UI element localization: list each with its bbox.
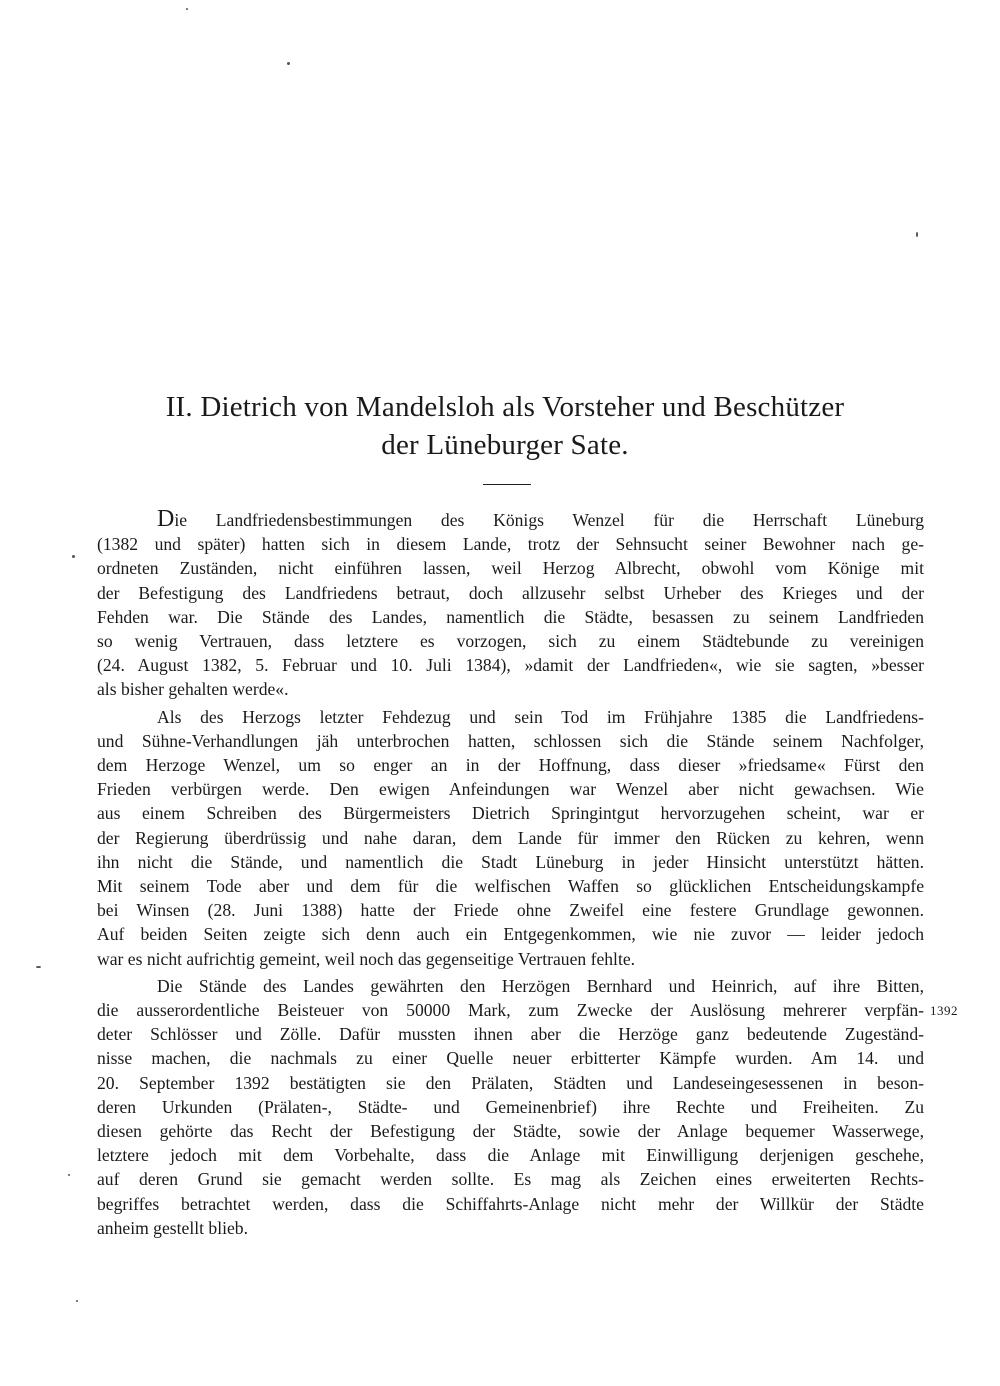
- paragraph-line: der Regierung überdrüssig und nahe daran, dem Lande für immer den Rücken zu kehren, wenn: [97, 827, 924, 848]
- chapter-heading-line2: der Lüneburger Sate.: [381, 429, 629, 461]
- paragraph-line: als bisher gehalten werde«.: [97, 679, 289, 700]
- paragraph-line: dem Herzoge Wenzel, um so enger an in der Hoffnung, dass dieser »friedsame« Fürst den: [97, 755, 924, 776]
- scan-speck: [68, 1174, 70, 1176]
- margin-year-note: 1392: [930, 1003, 958, 1018]
- paragraph-line: (24. August 1382, 5. Februar und 10. Juli 1384), »damit der Landfrieden«, wie sie sagten, »besser: [97, 655, 924, 676]
- paragraph-line: die ausserordentliche Beisteuer von 50000 Mark, zum Zwecke der Auslösung mehrerer verpfän-: [97, 1000, 924, 1021]
- paragraph-line: deter Schlösser und Zölle. Dafür mussten ihnen aber die Herzöge ganz bedeutende Zugeständ-: [97, 1024, 924, 1045]
- paragraph-line: der Befestigung des Landfriedens betraut, doch allzusehr selbst Urheber des Krieges und der: [97, 582, 924, 603]
- heading-divider: [483, 484, 531, 485]
- paragraph-line: (1382 und später) hatten sich in diesem Lande, trotz der Sehnsucht seiner Bewohner nach ge-: [97, 534, 924, 555]
- paragraph-line: Die Stände des Landes gewährten den Herzögen Bernhard und Heinrich, auf ihre Bitten,: [157, 975, 924, 996]
- paragraph-line: Mit seinem Tode aber und dem für die welfischen Waffen so glücklichen Entscheidungskampfe: [97, 876, 924, 897]
- paragraph-2: [97, 705, 924, 971]
- scan-speck: [76, 1300, 78, 1302]
- paragraph-line: Auf beiden Seiten zeigte sich denn auch ein Entgegenkommen, wie nie zuvor — leider jedoch: [97, 924, 924, 945]
- scan-speck: [72, 555, 75, 558]
- scan-speck: [36, 966, 41, 968]
- paragraph-line: war es nicht aufrichtig gemeint, weil noch das gegenseitige Vertrauen fehlte.: [97, 948, 636, 969]
- paragraph-line: ihn nicht die Stände, und namentlich die Stadt Lüneburg in jeder Hinsicht unterstützt hätten.: [97, 851, 924, 872]
- chapter-heading: [100, 388, 910, 464]
- paragraph-3: [97, 974, 924, 1240]
- paragraph-line: letztere jedoch mit dem Vorbehalte, dass die Anlage mit Einwilligung derjenigen geschehe,: [97, 1145, 924, 1166]
- body-text: [97, 507, 924, 1240]
- paragraph-line: Als des Herzogs letzter Fehdezug und sein Tod im Frühjahre 1385 die Landfriedens-: [157, 706, 924, 727]
- paragraph-line: Die Landfriedensbestimmungen des Königs Wenzel für die Herrschaft Lüneburg: [157, 506, 924, 532]
- paragraph-line: und Sühne-Verhandlungen jäh unterbrochen hatten, schlossen sich die Stände seinem Nachfolger,: [97, 730, 924, 751]
- paragraph-line: nisse machen, die nachmals zu einer Quelle neuer erbitterter Kämpfe wurden. Am 14. und: [97, 1048, 924, 1069]
- paragraph-line: ordneten Zuständen, nicht einführen lassen, weil Herzog Albrecht, obwohl vom Könige mit: [97, 558, 924, 579]
- chapter-heading-line1: II. Dietrich von Mandelsloh als Vorsteher und Beschützer: [165, 391, 845, 423]
- paragraph-line: 20. September 1392 bestätigten sie den Prälaten, Städten und Landeseingesessenen in beson-: [97, 1072, 924, 1093]
- paragraph-line: aus einem Schreiben des Bürgermeisters Dietrich Springintgut hervorzugehen scheint, war er: [97, 803, 924, 824]
- scan-speck: [186, 8, 188, 10]
- paragraph-line: Frieden verbürgen werde. Den ewigen Anfeindungen war Wenzel aber nicht gewachsen. Wie: [97, 779, 924, 800]
- paragraph-1: [97, 507, 924, 702]
- drop-cap: D: [157, 506, 175, 532]
- paragraph-line: Fehden war. Die Stände des Landes, namentlich die Städte, besassen zu seinem Landfrieden: [97, 606, 924, 627]
- paragraph-line: bei Winsen (28. Juni 1388) hatte der Friede ohne Zweifel eine festere Grundlage gewonnen.: [97, 900, 924, 921]
- scan-speck: [916, 232, 918, 237]
- scan-speck: [287, 62, 290, 65]
- paragraph-line: auf deren Grund sie gemacht werden sollte. Es mag als Zeichen eines erweiterten Rechts-: [97, 1169, 924, 1190]
- paragraph-line: begriffes betrachtet werden, dass die Schiffahrts-Anlage nicht mehr der Willkür der Städte: [97, 1193, 924, 1214]
- paragraph-line: deren Urkunden (Prälaten-, Städte- und Gemeinenbrief) ihre Rechte und Freiheiten. Zu: [97, 1096, 924, 1117]
- paragraph-line: so wenig Vertrauen, dass letztere es vorzogen, sich zu einem Städtebunde zu vereinigen: [97, 631, 924, 652]
- paragraph-line: anheim gestellt blieb.: [97, 1217, 248, 1238]
- paragraph-line: diesen gehörte das Recht der Befestigung der Städte, sowie der Anlage bequemer Wasserwege,: [97, 1121, 924, 1142]
